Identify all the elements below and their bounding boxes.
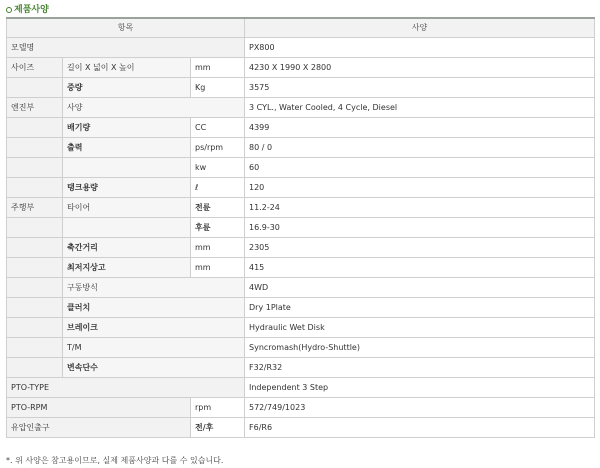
unit-tank: ℓ: [191, 178, 245, 198]
table-row: [7, 78, 595, 98]
value-output-ps: 80 / 0: [245, 138, 595, 158]
value-tank: 120: [245, 178, 595, 198]
table-row: [7, 298, 595, 318]
spec-table: [6, 17, 595, 438]
unit-displacement: CC: [191, 118, 245, 138]
header-item: 항목: [7, 18, 245, 38]
table-row: [7, 138, 595, 158]
unit-pto-rpm: rpm: [191, 398, 245, 418]
empty-cell: [63, 158, 191, 178]
section-title-text: 제품사양: [14, 5, 49, 15]
empty-cell: [7, 118, 63, 138]
value-brake: Hydraulic Wet Disk: [245, 318, 595, 338]
row-label-model: 모델명: [7, 38, 245, 58]
unit-tire-front: 전륜: [191, 198, 245, 218]
table-row: [7, 378, 595, 398]
unit-ground-clearance: mm: [191, 258, 245, 278]
table-row: [7, 198, 595, 218]
table-row: [7, 238, 595, 258]
value-model: PX800: [245, 38, 595, 58]
sub-label-engine-spec: 사양: [63, 98, 245, 118]
empty-cell: [63, 218, 191, 238]
empty-cell: [7, 318, 63, 338]
table-header-row: [7, 18, 595, 38]
table-row: [7, 98, 595, 118]
row-label-pto-type: PTO-TYPE: [7, 378, 245, 398]
table-row: [7, 158, 595, 178]
value-clutch: Dry 1Plate: [245, 298, 595, 318]
empty-cell: [7, 218, 63, 238]
section-title: [6, 3, 49, 17]
empty-cell: [7, 258, 63, 278]
sub-label-weight: 중량: [63, 78, 191, 98]
sub-label-gears: 변속단수: [63, 358, 245, 378]
value-transmission: Syncromash(Hydro-Shuttle): [245, 338, 595, 358]
table-row: [7, 218, 595, 238]
value-tire-rear: 16.9-30: [245, 218, 595, 238]
unit-weight: Kg: [191, 78, 245, 98]
row-label-drive-section: 주행부: [7, 198, 63, 218]
table-row: [7, 398, 595, 418]
empty-cell: [7, 278, 63, 298]
header-spec: 사양: [245, 18, 595, 38]
value-output-kw: 60: [245, 158, 595, 178]
unit-hydraulic-outlet: 전/후: [191, 418, 245, 438]
value-tire-front: 11.2-24: [245, 198, 595, 218]
table-row: [7, 418, 595, 438]
value-hydraulic-outlet: F6/R6: [245, 418, 595, 438]
unit-wheelbase: mm: [191, 238, 245, 258]
value-engine-spec: 3 CYL., Water Cooled, 4 Cycle, Diesel: [245, 98, 595, 118]
sub-label-brake: 브레이크: [63, 318, 245, 338]
value-dimensions: 4230 X 1990 X 2800: [245, 58, 595, 78]
unit-output-ps: ps/rpm: [191, 138, 245, 158]
sub-label-displacement: 배기량: [63, 118, 191, 138]
footnote: *. 위 사양은 참고용이므로, 실제 제품사양과 다를 수 있습니다.: [6, 456, 224, 465]
empty-cell: [7, 238, 63, 258]
sub-label-wheelbase: 축간거리: [63, 238, 191, 258]
unit-tire-rear: 후륜: [191, 218, 245, 238]
table-row: [7, 118, 595, 138]
row-label-size: 사이즈: [7, 58, 63, 78]
empty-cell: [7, 338, 63, 358]
table-row: [7, 178, 595, 198]
empty-cell: [7, 358, 63, 378]
table-row: [7, 258, 595, 278]
value-gears: F32/R32: [245, 358, 595, 378]
empty-cell: [7, 78, 63, 98]
table-row: [7, 358, 595, 378]
bullet-icon: [6, 7, 12, 13]
empty-cell: [7, 298, 63, 318]
value-wheelbase: 2305: [245, 238, 595, 258]
unit-dimensions: mm: [191, 58, 245, 78]
value-pto-type: Independent 3 Step: [245, 378, 595, 398]
empty-cell: [7, 158, 63, 178]
value-drive-type: 4WD: [245, 278, 595, 298]
row-label-engine: 엔진부: [7, 98, 63, 118]
table-row: [7, 318, 595, 338]
value-weight: 3575: [245, 78, 595, 98]
empty-cell: [7, 138, 63, 158]
unit-output-kw: kw: [191, 158, 245, 178]
sub-label-dimensions: 길이 X 넓이 X 높이: [63, 58, 191, 78]
value-pto-rpm: 572/749/1023: [245, 398, 595, 418]
value-displacement: 4399: [245, 118, 595, 138]
row-label-hydraulic-outlet: 유압인출구: [7, 418, 191, 438]
empty-cell: [7, 178, 63, 198]
table-row: [7, 278, 595, 298]
sub-label-clutch: 클러치: [63, 298, 245, 318]
sub-label-tank: 탱크용량: [63, 178, 191, 198]
sub-label-ground-clearance: 최저지상고: [63, 258, 191, 278]
table-row: [7, 38, 595, 58]
row-label-pto-rpm: PTO-RPM: [7, 398, 191, 418]
sub-label-output: 출력: [63, 138, 191, 158]
table-row: [7, 338, 595, 358]
value-ground-clearance: 415: [245, 258, 595, 278]
sub-label-tire: 타이어: [63, 198, 191, 218]
sub-label-drive-type: 구동방식: [63, 278, 245, 298]
sub-label-transmission: T/M: [63, 338, 245, 358]
table-row: [7, 58, 595, 78]
